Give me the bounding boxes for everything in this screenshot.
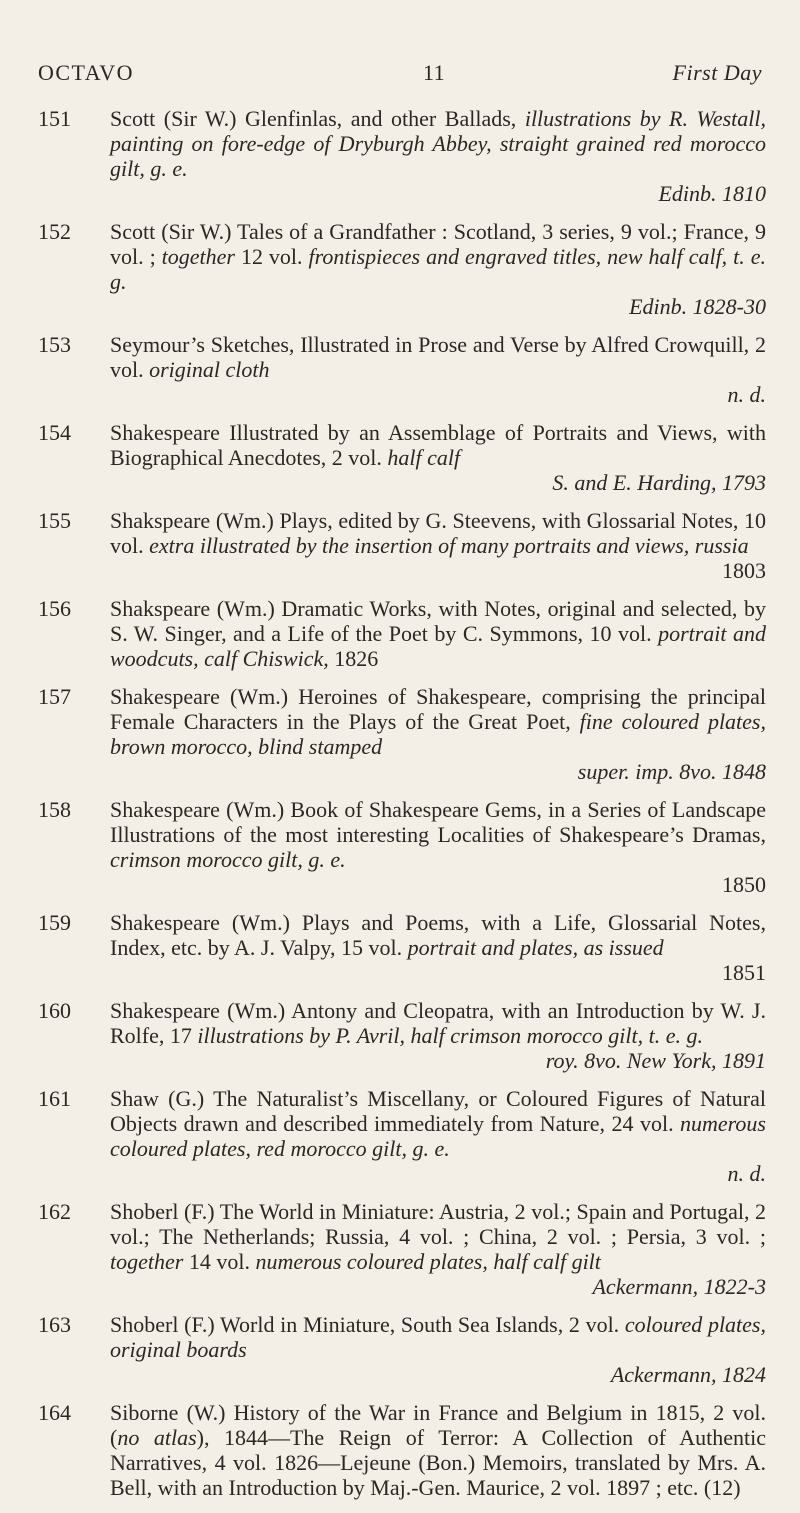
lot-text-run: Shakspeare (Wm.) Dramatic Works, with Notes, original and selected, by S. W. Singer, and a Life of the Poet by C. Symmons, 10 vol. <box>110 596 766 646</box>
lot-text-run: illustrations by P. Avril, half crimson morocco gilt, t. e. g. <box>197 1023 703 1048</box>
lot-entry <box>38 797 766 897</box>
lot-description <box>110 420 766 495</box>
lot-text-run: together <box>110 1249 184 1274</box>
lot-description <box>110 1199 766 1299</box>
lot-entry <box>38 1086 766 1186</box>
lot-description <box>110 1312 766 1387</box>
header-day: First Day <box>672 60 762 85</box>
lot-imprint: super. imp. 8vo. 1848 <box>577 759 766 784</box>
lot-text-run: 12 vol. <box>234 244 309 269</box>
lot-text-run: Shoberl (F.) World in Miniature, South Sea Islands, 2 vol. <box>110 1312 625 1337</box>
lot-number: 156 <box>38 596 71 621</box>
lot-description <box>110 508 766 583</box>
lot-entry <box>38 1199 766 1299</box>
lot-description <box>110 596 766 671</box>
lot-text-run: fine coloured plates, brown morocco, blind stamped <box>110 709 766 759</box>
lot-imprint: S. and E. Harding, 1793 <box>552 470 766 495</box>
lot-text-run: numerous coloured plates, half calf gilt <box>255 1249 601 1274</box>
lot-text-run: Shoberl (F.) The World in Miniature: Austria, 2 vol.; Spain and Portugal, 2 vol.; The Netherlands; Russia, 4 vol. ; China, 2 vol. ; Persia, 3 vol. ; <box>110 1199 766 1249</box>
lot-description <box>110 910 766 985</box>
lot-imprint: roy. 8vo. New York, 1891 <box>545 1048 766 1073</box>
lot-text-run: Scott (Sir W.) Glenfinlas, and other Ballads, <box>110 106 525 131</box>
lot-number: 159 <box>38 910 71 935</box>
lot-text-run: no atlas <box>117 1425 197 1450</box>
lot-text-run: Siborne (W.) History of the War in France and Belgium in 1815, 2 vol. ( <box>110 1400 766 1450</box>
lot-imprint: n. d. <box>727 1161 766 1186</box>
lot-text-run: together <box>161 244 235 269</box>
lot-imprint: 1803 <box>722 558 766 583</box>
lot-number: 153 <box>38 332 71 357</box>
lot-description <box>110 797 766 897</box>
lot-number: 164 <box>38 1400 71 1425</box>
lot-text-run: Shakespeare (Wm.) Book of Shakespeare Gems, in a Series of Landscape Illustrations of the most interesting Localities of Shakespeare’s Dramas, <box>110 797 766 847</box>
lot-number: 157 <box>38 684 71 709</box>
header-format: OCTAVO <box>38 60 135 85</box>
lot-description <box>110 684 766 784</box>
lot-text-run: frontispieces and engraved titles, new half calf, t. e. g. <box>110 244 766 294</box>
lot-description <box>110 332 766 407</box>
lot-text-run: portrait and woodcuts, calf Chiswick, <box>110 621 766 671</box>
lot-imprint: Edinb. 1828-30 <box>629 294 766 319</box>
lot-text-run: Shakespeare (Wm.) Heroines of Shakespeare, comprising the principal Female Characters in the Plays of the Great Poet, <box>110 684 766 734</box>
lot-entry <box>38 219 766 319</box>
lot-text-run: Shakespeare Illustrated by an Assemblage of Portraits and Views, with Biographical Anecdotes, 2 vol. <box>110 420 766 470</box>
lot-entry <box>38 508 766 583</box>
lot-text-run: Shakespeare (Wm.) Antony and Cleopatra, with an Introduction by W. J. Rolfe, 17 <box>110 998 766 1048</box>
lot-text-run: 14 vol. <box>183 1249 256 1274</box>
lot-entry <box>38 998 766 1073</box>
lot-text-run: Scott (Sir W.) Tales of a Grandfather : Scotland, 3 series, 9 vol.; France, 9 vol. ; <box>110 219 766 269</box>
page-header <box>38 60 762 90</box>
lot-text-run: original cloth <box>149 357 270 382</box>
lot-entry <box>38 332 766 407</box>
lot-imprint: Edinb. 1810 <box>658 181 766 206</box>
lot-entry <box>38 1400 766 1500</box>
lot-text-run: illustrations by R. Westall, painting on fore-edge of Dryburgh Abbey, straight grained red morocco gilt, g. e. <box>110 106 766 181</box>
lot-number: 154 <box>38 420 71 445</box>
lot-imprint: Ackermann, 1824 <box>610 1362 766 1387</box>
lot-number: 151 <box>38 106 71 131</box>
lot-imprint: Ackermann, 1822-3 <box>592 1274 766 1299</box>
lot-text-run: half calf <box>387 445 461 470</box>
page-number: 11 <box>423 60 446 85</box>
lot-number: 162 <box>38 1199 71 1224</box>
lot-entry <box>38 596 766 671</box>
lot-entry <box>38 106 766 206</box>
lot-number: 161 <box>38 1086 71 1111</box>
lot-description <box>110 1086 766 1186</box>
lot-text-run: portrait and plates, as issued <box>407 935 664 960</box>
lot-number: 163 <box>38 1312 71 1337</box>
lot-entry <box>38 420 766 495</box>
lot-description <box>110 219 766 319</box>
lot-description <box>110 106 766 206</box>
lot-text-run: Shaw (G.) The Naturalist’s Miscellany, or Coloured Figures of Natural Objects drawn and described immediately from Nature, 24 vol. <box>110 1086 766 1136</box>
lot-text-run: crimson morocco gilt, g. e. <box>110 847 346 872</box>
lot-number: 152 <box>38 219 71 244</box>
lot-text-run: extra illustrated by the insertion of many portraits and views, russia <box>149 533 749 558</box>
lot-text-run: coloured plates, original boards <box>110 1312 766 1362</box>
lot-text-run: Seymour’s Sketches, Illustrated in Prose and Verse by Alfred Crowquill, 2 vol. <box>110 332 766 382</box>
lot-list <box>38 106 766 1513</box>
lot-description <box>110 1400 766 1500</box>
lot-text-run: Shakespeare (Wm.) Plays and Poems, with a Life, Glossarial Notes, Index, etc. by A. J. Valpy, 15 vol. <box>110 910 766 960</box>
lot-text-run: numerous coloured plates, red morocco gilt, g. e. <box>110 1111 766 1161</box>
lot-imprint: 1850 <box>722 872 766 897</box>
lot-text-run: ), 1844—The Reign of Terror: A Collection of Authentic Narratives, 4 vol. 1826—Lejeune (Bon.) Memoirs, translated by Mrs. A. Bell, with an Introduction by Maj.-Gen. Maurice, 2 vol. 1897 ; etc. (12) <box>110 1425 766 1500</box>
lot-imprint: n. d. <box>727 382 766 407</box>
lot-entry <box>38 684 766 784</box>
lot-description <box>110 998 766 1073</box>
lot-text-run: 1826 <box>328 646 379 671</box>
lot-text-run: Shakspeare (Wm.) Plays, edited by G. Steevens, with Glossarial Notes, 10 vol. <box>110 508 766 558</box>
lot-imprint: 1851 <box>722 960 766 985</box>
lot-number: 158 <box>38 797 71 822</box>
lot-number: 160 <box>38 998 71 1023</box>
lot-number: 155 <box>38 508 71 533</box>
lot-entry <box>38 910 766 985</box>
lot-entry <box>38 1312 766 1387</box>
